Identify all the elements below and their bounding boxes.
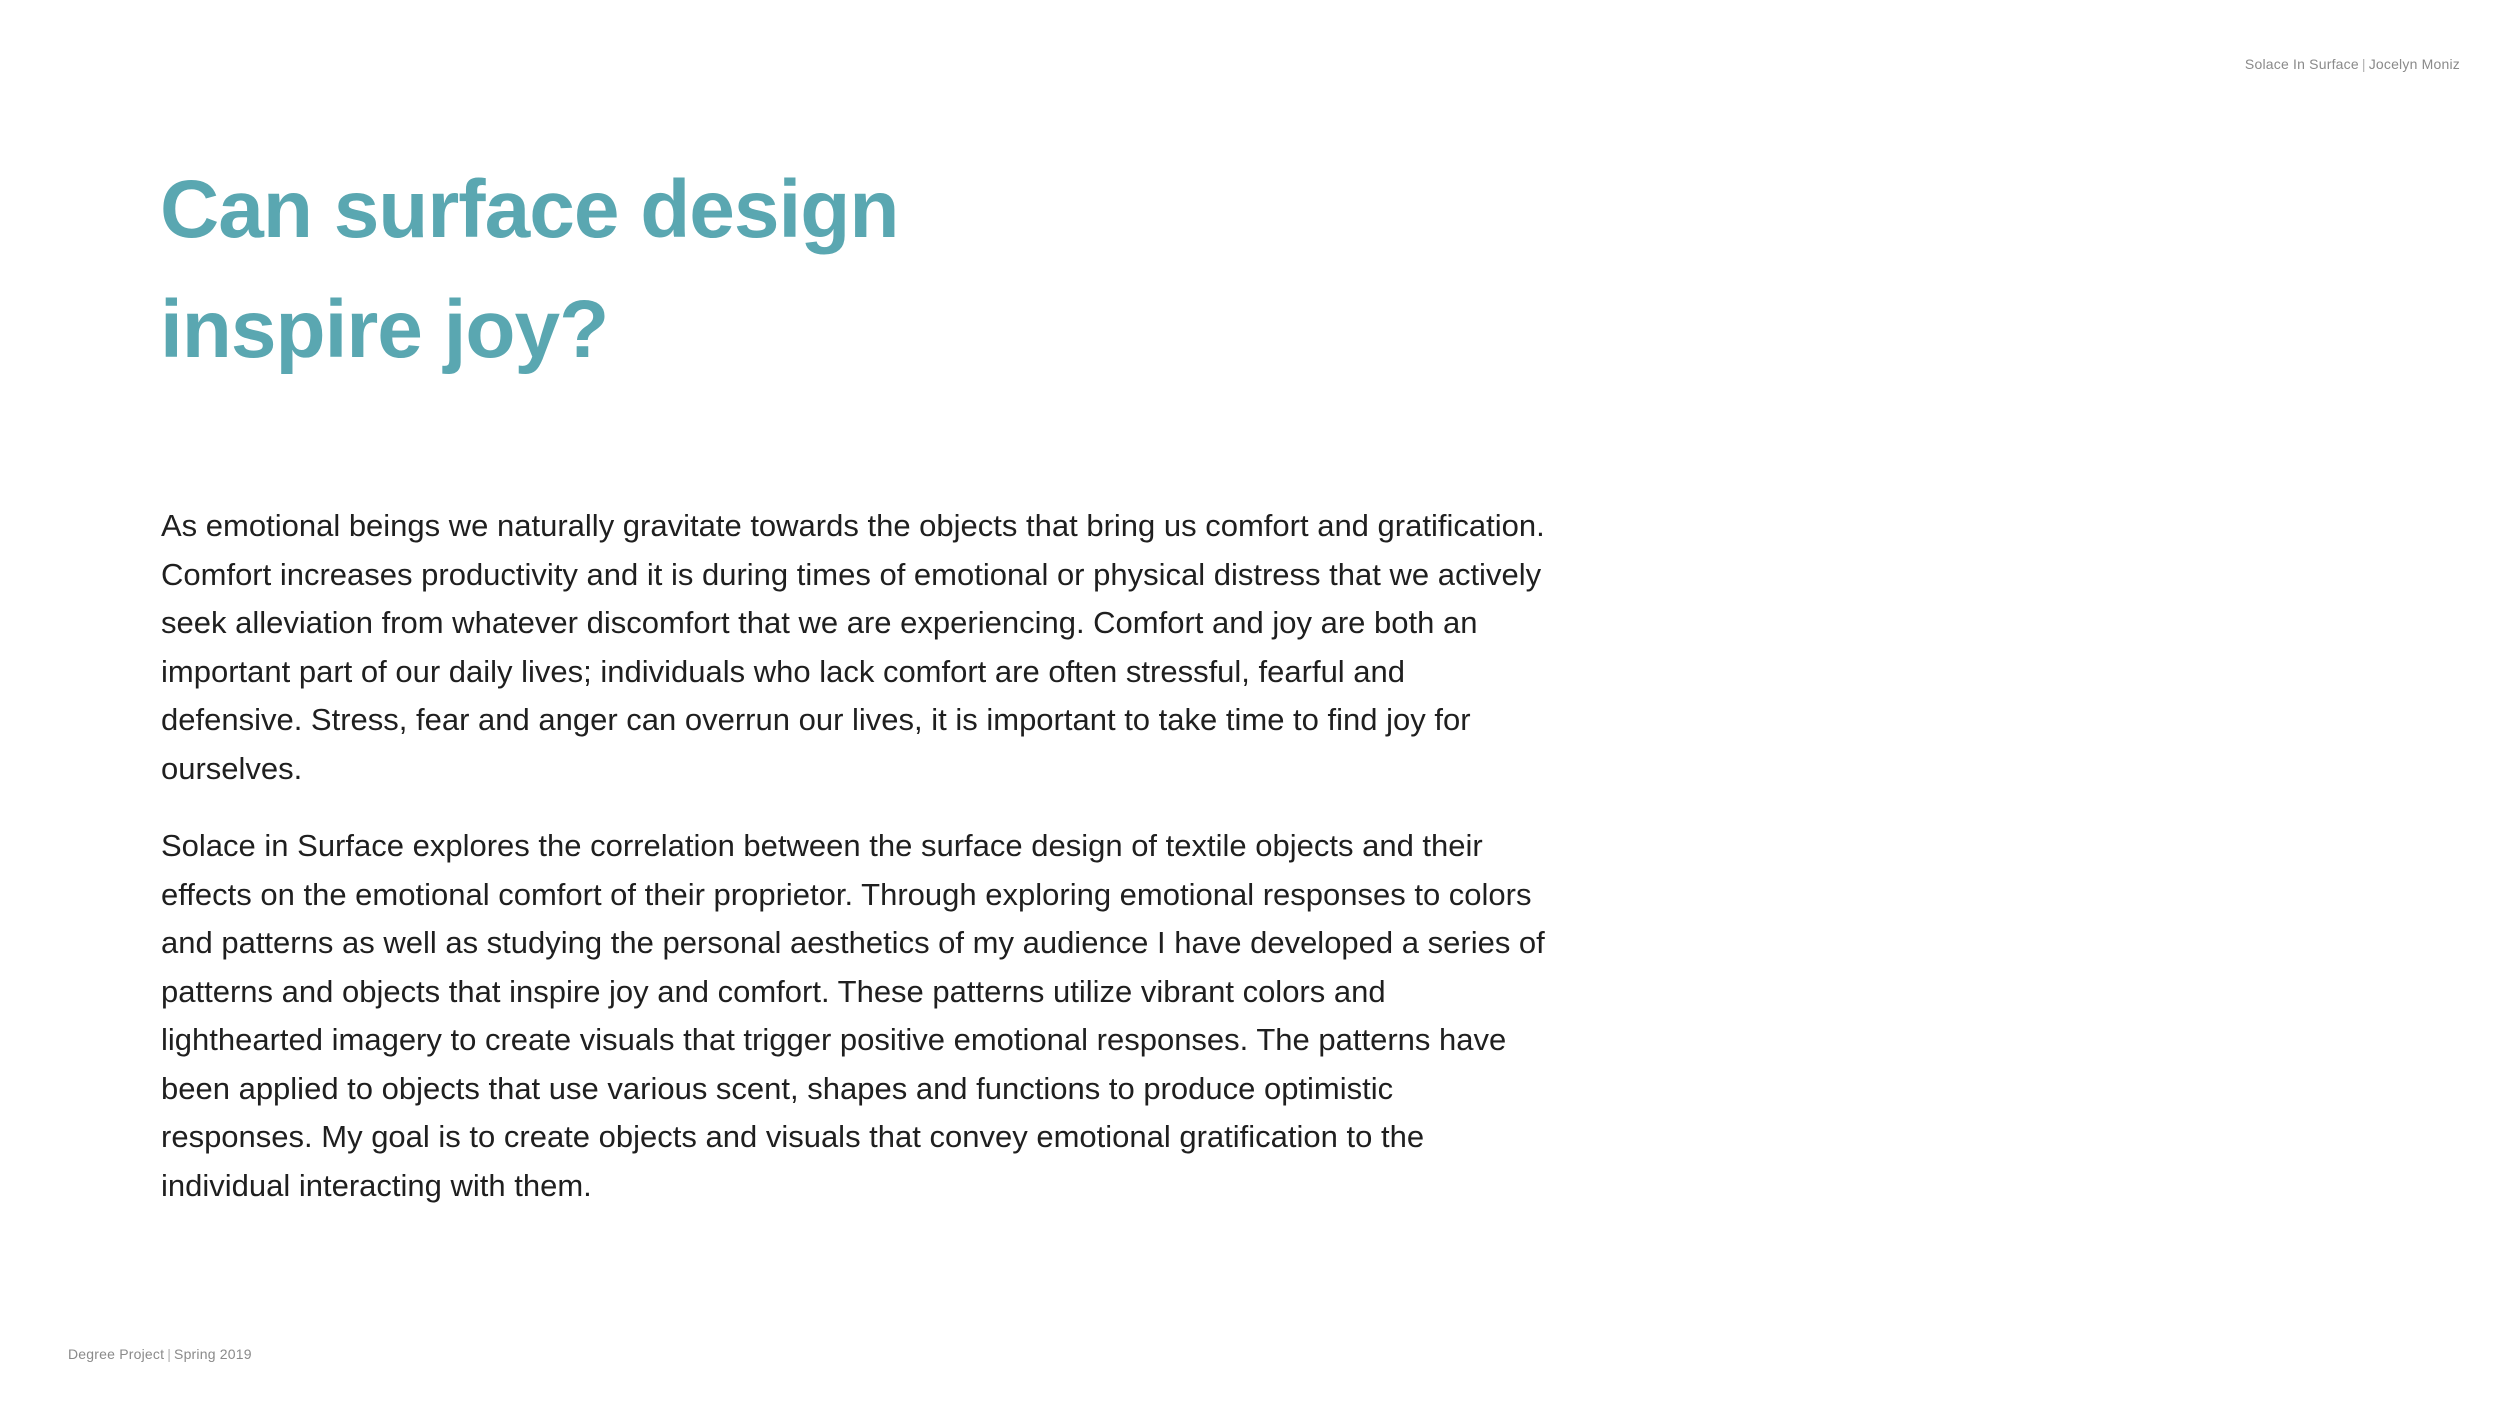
footer-separator: |: [167, 1346, 172, 1362]
running-footer: [68, 1346, 252, 1362]
header-project-name: Solace In Surface: [2244, 56, 2359, 72]
header-separator: |: [2361, 56, 2366, 72]
page-title-line-1: Can surface design: [160, 164, 899, 255]
body-paragraph-2: Solace in Surface explores the correlation between the surface design of textile objects and their effects on the emotional comfort of their proprietor. Through exploring emotional responses to colors and patterns as well as studying the personal aesthetics of my audience I have developed a series of patterns and objects that inspire joy and comfort. These patterns utilize vibrant colors and lighthearted imagery to create visuals that trigger positive emotional responses. The patterns have been applied to objects that use various scent, shapes and functions to produce optimistic responses. My goal is to create objects and visuals that convey emotional gratification to the individual interacting with them.: [161, 828, 1545, 1203]
body-paragraph-1: As emotional beings we naturally gravitate towards the objects that bring us comfort and gratification. Comfort increases productivity and it is during times of emotional or physical distress that we actively seek alleviation from whatever discomfort that we are experiencing. Comfort and joy are both an important part of our daily lives; individuals who lack comfort are often stressful, fearful and defensive. Stress, fear and anger can overrun our lives, it is important to take time to find joy for ourselves.: [161, 508, 1545, 786]
page-title-line-2: inspire joy?: [160, 284, 609, 375]
header-author-name: Jocelyn Moniz: [2368, 56, 2460, 72]
running-header: [2245, 56, 2460, 72]
footer-term: Spring 2019: [174, 1346, 252, 1362]
body-paragraph-1-container: [161, 502, 1551, 793]
page-title: [160, 150, 898, 390]
footer-label: Degree Project: [68, 1346, 165, 1362]
body-paragraph-2-container: [161, 822, 1551, 1210]
